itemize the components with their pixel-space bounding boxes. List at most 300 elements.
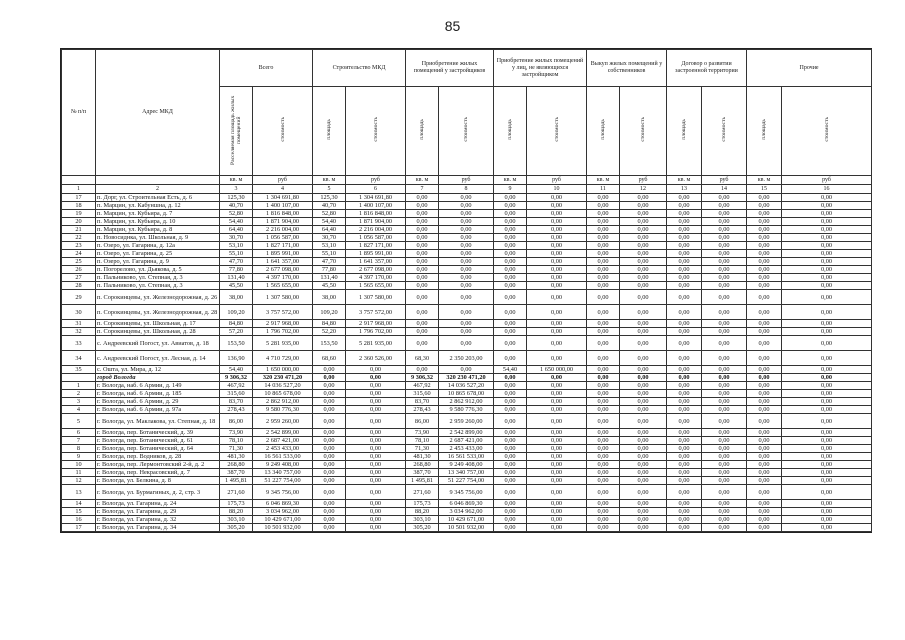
- value-cell: 0,00: [527, 266, 587, 274]
- value-cell: 16 561 533,00: [439, 453, 494, 461]
- value-cell: 0,00: [620, 320, 667, 328]
- value-cell: 0,00: [667, 485, 702, 500]
- value-cell: 0,00: [782, 266, 872, 274]
- table-row: [62, 290, 872, 305]
- value-cell: 0,00: [620, 282, 667, 290]
- value-cell: 0,00: [620, 234, 667, 242]
- value-cell: 9 306,32: [406, 374, 439, 382]
- value-cell: 0,00: [406, 274, 439, 282]
- value-cell: 0,00: [620, 398, 667, 406]
- value-cell: 0,00: [527, 477, 587, 485]
- value-cell: 0,00: [747, 485, 782, 500]
- row-number: 31: [62, 320, 96, 328]
- value-cell: 0,00: [494, 242, 527, 250]
- value-cell: 0,00: [782, 508, 872, 516]
- value-cell: 0,00: [587, 445, 620, 453]
- value-cell: 45,50: [313, 282, 346, 290]
- value-cell: 0,00: [406, 336, 439, 351]
- value-cell: 0,00: [782, 406, 872, 414]
- value-cell: 303,10: [220, 516, 253, 524]
- header-address: Адрес МКД: [96, 50, 220, 176]
- header-group-purchase-developers: Приобретение жилых помещений у застройщиков: [406, 50, 494, 87]
- value-cell: 0,00: [494, 461, 527, 469]
- row-number: 11: [62, 469, 96, 477]
- value-cell: 0,00: [782, 226, 872, 234]
- value-cell: 0,00: [782, 445, 872, 453]
- value-cell: 0,00: [494, 282, 527, 290]
- value-cell: 0,00: [527, 282, 587, 290]
- header-vertical-cell: стоимость: [620, 87, 667, 176]
- value-cell: 9 249 408,00: [253, 461, 313, 469]
- index-cell: 5: [313, 185, 346, 194]
- value-cell: 14 036 527,20: [253, 382, 313, 390]
- row-number: 18: [62, 202, 96, 210]
- table-row: [62, 250, 872, 258]
- value-cell: 0,00: [747, 366, 782, 374]
- value-cell: 0,00: [346, 477, 406, 485]
- value-cell: 0,00: [439, 202, 494, 210]
- value-cell: 1 565 655,00: [253, 282, 313, 290]
- value-cell: 0,00: [527, 242, 587, 250]
- value-cell: 1 641 357,00: [346, 258, 406, 266]
- value-cell: 0,00: [702, 320, 747, 328]
- unit-cell: руб: [620, 176, 667, 185]
- value-cell: 0,00: [747, 194, 782, 202]
- index-cell: 2: [96, 185, 220, 194]
- row-number: 16: [62, 516, 96, 524]
- value-cell: 0,00: [346, 429, 406, 437]
- table-row: [62, 500, 872, 508]
- value-cell: 0,00: [620, 328, 667, 336]
- value-cell: 0,00: [494, 351, 527, 366]
- value-cell: 0,00: [782, 524, 872, 532]
- value-cell: 0,00: [439, 266, 494, 274]
- value-cell: 1 304 691,80: [253, 194, 313, 202]
- value-cell: 0,00: [346, 390, 406, 398]
- value-cell: 0,00: [702, 202, 747, 210]
- value-cell: 71,30: [406, 445, 439, 453]
- value-cell: 1 400 107,00: [346, 202, 406, 210]
- value-cell: 5 281 935,00: [253, 336, 313, 351]
- unit-cell: кв. м: [313, 176, 346, 185]
- address-cell: г. Вологда, пер. Водников, д. 28: [96, 453, 220, 461]
- value-cell: 0,00: [587, 508, 620, 516]
- value-cell: 0,00: [620, 242, 667, 250]
- address-cell: г. Вологда, ул. Гагарина, д. 29: [96, 508, 220, 516]
- value-cell: 2 917 968,00: [253, 320, 313, 328]
- value-cell: 86,00: [406, 414, 439, 429]
- address-cell: г. Вологда, ул. Бурмагиных, д. 2, стр. 3: [96, 485, 220, 500]
- table-row: [62, 320, 872, 328]
- address-cell: город Вологда: [96, 374, 220, 382]
- value-cell: 0,00: [702, 266, 747, 274]
- value-cell: 0,00: [667, 374, 702, 382]
- value-cell: 0,00: [702, 414, 747, 429]
- value-cell: 0,00: [782, 414, 872, 429]
- index-cell: 3: [220, 185, 253, 194]
- address-cell: г. Вологда, пер. Некрасовский, д. 7: [96, 469, 220, 477]
- value-cell: 0,00: [587, 374, 620, 382]
- table-row: [62, 328, 872, 336]
- value-cell: 125,30: [313, 194, 346, 202]
- value-cell: 0,00: [527, 485, 587, 500]
- value-cell: 2 542 899,00: [439, 429, 494, 437]
- value-cell: 0,00: [620, 508, 667, 516]
- value-cell: 3 034 962,00: [253, 508, 313, 516]
- value-cell: 0,00: [620, 390, 667, 398]
- value-cell: 0,00: [527, 258, 587, 266]
- value-cell: 0,00: [782, 242, 872, 250]
- value-cell: 305,20: [406, 524, 439, 532]
- value-cell: 53,10: [220, 242, 253, 250]
- value-cell: 0,00: [747, 242, 782, 250]
- value-cell: 0,00: [702, 516, 747, 524]
- value-cell: 0,00: [406, 320, 439, 328]
- header-vertical-cell: стоимость: [782, 87, 872, 176]
- value-cell: 0,00: [702, 366, 747, 374]
- unit-cell: кв. м: [220, 176, 253, 185]
- value-cell: 0,00: [702, 390, 747, 398]
- address-cell: п. Пальниково, ул. Степная, д. 3: [96, 274, 220, 282]
- address-cell: п. Марцин, ул. Кубьира, д. 8: [96, 226, 220, 234]
- value-cell: 0,00: [620, 258, 667, 266]
- table-row: [62, 336, 872, 351]
- value-cell: 0,00: [587, 437, 620, 445]
- value-cell: 30,70: [313, 234, 346, 242]
- value-cell: 0,00: [346, 485, 406, 500]
- table-row: [62, 398, 872, 406]
- value-cell: 6 046 869,30: [439, 500, 494, 508]
- value-cell: 13 340 757,00: [439, 469, 494, 477]
- value-cell: 0,00: [747, 477, 782, 485]
- index-cell: 9: [494, 185, 527, 194]
- header-vertical-cell: площадь: [747, 87, 782, 176]
- unit-cell: руб: [439, 176, 494, 185]
- value-cell: 0,00: [527, 524, 587, 532]
- value-cell: 0,00: [667, 445, 702, 453]
- value-cell: 0,00: [313, 366, 346, 374]
- value-cell: 0,00: [346, 366, 406, 374]
- value-cell: 0,00: [494, 485, 527, 500]
- value-cell: 73,90: [220, 429, 253, 437]
- address-cell: г. Вологда, наб. 6 Армии, д. 97а: [96, 406, 220, 414]
- value-cell: 0,00: [494, 398, 527, 406]
- value-cell: 1 565 655,00: [346, 282, 406, 290]
- value-cell: 0,00: [494, 258, 527, 266]
- value-cell: 0,00: [346, 500, 406, 508]
- value-cell: 320 230 471,20: [253, 374, 313, 382]
- value-cell: 83,70: [220, 398, 253, 406]
- value-cell: 109,20: [220, 305, 253, 320]
- value-cell: 52,80: [313, 210, 346, 218]
- value-cell: 54,40: [220, 366, 253, 374]
- value-cell: 0,00: [494, 524, 527, 532]
- value-cell: 0,00: [782, 469, 872, 477]
- value-cell: 47,70: [220, 258, 253, 266]
- header-group-construction: Строительство МКД: [313, 50, 406, 87]
- row-number: 5: [62, 414, 96, 429]
- value-cell: 0,00: [439, 194, 494, 202]
- value-cell: 0,00: [527, 461, 587, 469]
- value-cell: 0,00: [527, 218, 587, 226]
- address-cell: п. Озеро, ул. Гагарина, д. 25: [96, 250, 220, 258]
- value-cell: 0,00: [782, 210, 872, 218]
- value-cell: 2 542 899,00: [253, 429, 313, 437]
- value-cell: 38,00: [220, 290, 253, 305]
- value-cell: 57,20: [220, 328, 253, 336]
- address-cell: г. Вологда, пер. Лермонтовский 2-й, д. 2: [96, 461, 220, 469]
- value-cell: 0,00: [702, 258, 747, 266]
- address-cell: г. Вологда, ул. Гагарина, д. 34: [96, 524, 220, 532]
- value-cell: 45,50: [220, 282, 253, 290]
- value-cell: 0,00: [439, 328, 494, 336]
- value-cell: 0,00: [747, 469, 782, 477]
- value-cell: 0,00: [747, 461, 782, 469]
- table-row: [62, 366, 872, 374]
- value-cell: 0,00: [782, 234, 872, 242]
- value-cell: 64,40: [313, 226, 346, 234]
- resettlement-table: [61, 49, 872, 532]
- value-cell: 1 816 848,00: [253, 210, 313, 218]
- value-cell: 0,00: [667, 226, 702, 234]
- value-cell: 0,00: [494, 453, 527, 461]
- value-cell: 0,00: [702, 437, 747, 445]
- value-cell: 0,00: [747, 250, 782, 258]
- row-number: 1: [62, 382, 96, 390]
- table-row: [62, 282, 872, 290]
- value-cell: 0,00: [747, 305, 782, 320]
- value-cell: 0,00: [620, 406, 667, 414]
- value-cell: 0,00: [620, 485, 667, 500]
- value-cell: 0,00: [667, 382, 702, 390]
- value-cell: 0,00: [782, 250, 872, 258]
- value-cell: 0,00: [494, 266, 527, 274]
- value-cell: 0,00: [587, 429, 620, 437]
- value-cell: 268,80: [220, 461, 253, 469]
- value-cell: 0,00: [527, 414, 587, 429]
- value-cell: 0,00: [620, 469, 667, 477]
- table-row: [62, 218, 872, 226]
- address-cell: г. Вологда, пер. Ботанический, д. 61: [96, 437, 220, 445]
- value-cell: 77,80: [220, 266, 253, 274]
- header-vertical-cell: площадь: [494, 87, 527, 176]
- value-cell: 268,80: [406, 461, 439, 469]
- row-number: 20: [62, 218, 96, 226]
- header-vertical-cell: площадь: [313, 87, 346, 176]
- value-cell: 52,20: [313, 328, 346, 336]
- row-number: 26: [62, 266, 96, 274]
- value-cell: 0,00: [782, 282, 872, 290]
- value-cell: 0,00: [346, 453, 406, 461]
- value-cell: 3 034 962,00: [439, 508, 494, 516]
- value-cell: 0,00: [527, 234, 587, 242]
- value-cell: 278,43: [406, 406, 439, 414]
- value-cell: 0,00: [587, 226, 620, 234]
- value-cell: 0,00: [782, 453, 872, 461]
- value-cell: 0,00: [587, 351, 620, 366]
- value-cell: 88,20: [220, 508, 253, 516]
- value-cell: 0,00: [620, 250, 667, 258]
- header-group-other: Прочие: [747, 50, 872, 87]
- index-cell: 8: [439, 185, 494, 194]
- value-cell: 0,00: [527, 320, 587, 328]
- value-cell: 0,00: [587, 194, 620, 202]
- value-cell: 0,00: [346, 437, 406, 445]
- value-cell: 0,00: [313, 429, 346, 437]
- value-cell: 10 501 932,00: [253, 524, 313, 532]
- address-cell: г. Вологда, ул. Гагарина, д. 32: [96, 516, 220, 524]
- value-cell: 271,60: [406, 485, 439, 500]
- value-cell: 0,00: [620, 453, 667, 461]
- unit-cell: руб: [782, 176, 872, 185]
- value-cell: 0,00: [667, 437, 702, 445]
- value-cell: 10 501 932,00: [439, 524, 494, 532]
- value-cell: 0,00: [406, 242, 439, 250]
- table-row: [62, 266, 872, 274]
- index-cell: 10: [527, 185, 587, 194]
- value-cell: 0,00: [494, 500, 527, 508]
- value-cell: 0,00: [782, 500, 872, 508]
- address-cell: п. Дорг, ул. Строительная Есть, д. 6: [96, 194, 220, 202]
- table-row: [62, 445, 872, 453]
- value-cell: 0,00: [782, 290, 872, 305]
- value-cell: 0,00: [667, 351, 702, 366]
- value-cell: 0,00: [439, 274, 494, 282]
- index-cell: 1: [62, 185, 96, 194]
- table-row: [62, 437, 872, 445]
- value-cell: 4 397 170,00: [253, 274, 313, 282]
- value-cell: 0,00: [494, 516, 527, 524]
- value-cell: 0,00: [702, 485, 747, 500]
- value-cell: 0,00: [494, 202, 527, 210]
- value-cell: 0,00: [747, 437, 782, 445]
- value-cell: 0,00: [667, 320, 702, 328]
- value-cell: 0,00: [747, 202, 782, 210]
- value-cell: 0,00: [782, 477, 872, 485]
- value-cell: 2 216 004,00: [253, 226, 313, 234]
- value-cell: 0,00: [587, 390, 620, 398]
- address-cell: п. Новосиднка, ул. Школьная, д. 9: [96, 234, 220, 242]
- value-cell: 315,60: [220, 390, 253, 398]
- value-cell: 0,00: [702, 305, 747, 320]
- row-number: 35: [62, 366, 96, 374]
- value-cell: 51 227 754,00: [439, 477, 494, 485]
- value-cell: 0,00: [527, 382, 587, 390]
- row-number: 13: [62, 485, 96, 500]
- address-cell: п. Озеро, ул. Гагарина, д. 12а: [96, 242, 220, 250]
- row-number: 19: [62, 210, 96, 218]
- value-cell: 0,00: [313, 382, 346, 390]
- value-cell: 0,00: [747, 282, 782, 290]
- value-cell: 0,00: [494, 210, 527, 218]
- row-number: 6: [62, 429, 96, 437]
- value-cell: 271,60: [220, 485, 253, 500]
- value-cell: 0,00: [747, 328, 782, 336]
- value-cell: 0,00: [527, 305, 587, 320]
- value-cell: 0,00: [667, 282, 702, 290]
- table-row: [62, 461, 872, 469]
- value-cell: 0,00: [527, 290, 587, 305]
- value-cell: 6 046 869,30: [253, 500, 313, 508]
- header-vertical-cell: стоимость: [702, 87, 747, 176]
- address-cell: п. Марцин, ул. Кубьира, д. 7: [96, 210, 220, 218]
- value-cell: 0,00: [747, 351, 782, 366]
- value-cell: 84,80: [313, 320, 346, 328]
- value-cell: 0,00: [620, 351, 667, 366]
- value-cell: 0,00: [782, 351, 872, 366]
- value-cell: 2 677 098,00: [346, 266, 406, 274]
- value-cell: 0,00: [667, 328, 702, 336]
- value-cell: 303,10: [406, 516, 439, 524]
- value-cell: 54,40: [313, 218, 346, 226]
- header-vertical-cell: стоимость: [346, 87, 406, 176]
- value-cell: 0,00: [702, 382, 747, 390]
- address-cell: г. Вологда, ул. Белкина, д. 8: [96, 477, 220, 485]
- index-cell: 7: [406, 185, 439, 194]
- value-cell: 0,00: [494, 290, 527, 305]
- value-cell: 84,80: [220, 320, 253, 328]
- value-cell: 0,00: [527, 508, 587, 516]
- value-cell: 0,00: [667, 202, 702, 210]
- table-row: [62, 258, 872, 266]
- value-cell: 467,92: [406, 382, 439, 390]
- row-number: 28: [62, 282, 96, 290]
- value-cell: 1 796 702,00: [253, 328, 313, 336]
- value-cell: 0,00: [494, 477, 527, 485]
- row-number: 2: [62, 390, 96, 398]
- value-cell: 0,00: [346, 508, 406, 516]
- value-cell: 1 895 991,00: [253, 250, 313, 258]
- value-cell: 3 757 572,00: [253, 305, 313, 320]
- value-cell: 5 281 935,00: [346, 336, 406, 351]
- table-row-subtotal: [62, 374, 872, 382]
- value-cell: 0,00: [782, 485, 872, 500]
- index-cell: 16: [782, 185, 872, 194]
- value-cell: 0,00: [494, 437, 527, 445]
- address-cell: п. Сорокинцевы, ул. Школьная, д. 28: [96, 328, 220, 336]
- value-cell: 0,00: [587, 290, 620, 305]
- value-cell: 9 249 408,00: [439, 461, 494, 469]
- value-cell: 0,00: [313, 445, 346, 453]
- value-cell: 0,00: [747, 508, 782, 516]
- value-cell: 0,00: [527, 469, 587, 477]
- table-row: [62, 453, 872, 461]
- value-cell: 0,00: [620, 202, 667, 210]
- value-cell: 0,00: [587, 414, 620, 429]
- value-cell: 0,00: [587, 202, 620, 210]
- row-number: 32: [62, 328, 96, 336]
- value-cell: 0,00: [667, 290, 702, 305]
- value-cell: 9 345 756,00: [253, 485, 313, 500]
- value-cell: 0,00: [313, 477, 346, 485]
- value-cell: 0,00: [747, 234, 782, 242]
- value-cell: 0,00: [667, 453, 702, 461]
- value-cell: 1 400 107,00: [253, 202, 313, 210]
- value-cell: 0,00: [782, 366, 872, 374]
- value-cell: 0,00: [346, 445, 406, 453]
- index-cell: 6: [346, 185, 406, 194]
- value-cell: 0,00: [406, 210, 439, 218]
- value-cell: 0,00: [587, 305, 620, 320]
- address-cell: п. Марцин, ул. Кубьира, д. 10: [96, 218, 220, 226]
- header-group-development-agreement: Договор о развитии застроенной территории: [667, 50, 747, 87]
- value-cell: 0,00: [587, 210, 620, 218]
- unit-cell: кв. м: [587, 176, 620, 185]
- value-cell: 0,00: [587, 382, 620, 390]
- value-cell: 0,00: [494, 390, 527, 398]
- value-cell: 0,00: [702, 508, 747, 516]
- value-cell: 0,00: [494, 336, 527, 351]
